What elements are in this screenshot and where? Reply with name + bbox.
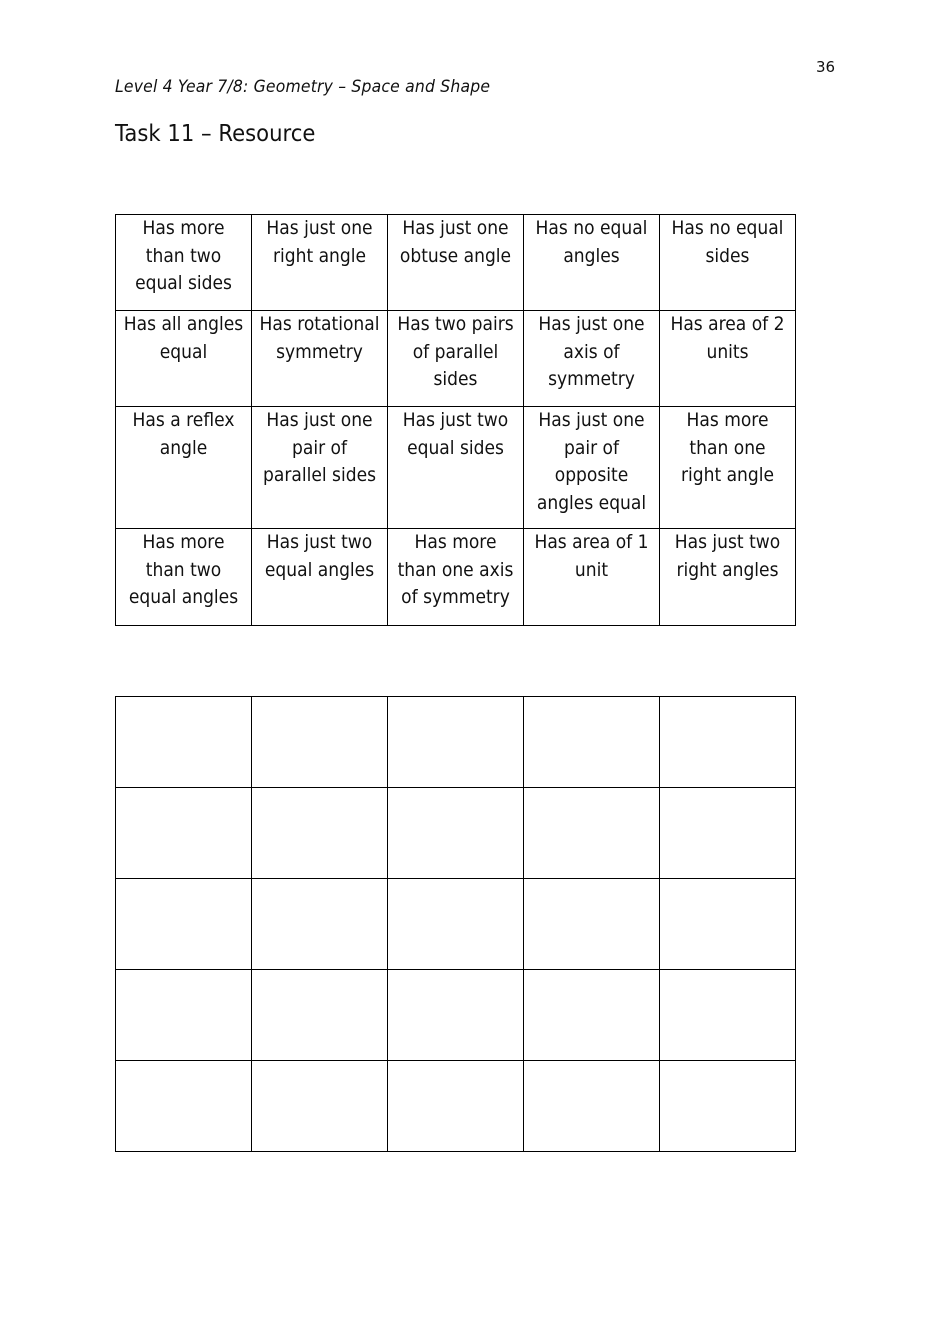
card-text: Has just one pair of parallel sides <box>262 409 377 486</box>
blank-cell <box>252 697 388 788</box>
blank-cell <box>116 1061 252 1152</box>
blank-cell <box>388 879 524 970</box>
card-text: Has all angles equal <box>123 313 244 363</box>
property-card <box>524 529 660 626</box>
blank-grid-table <box>115 696 796 1152</box>
table-row <box>116 788 796 879</box>
card-text: Has just two equal sides <box>402 409 509 459</box>
card-text: Has area of 1 unit <box>534 531 649 581</box>
card-text: Has a reflex angle <box>132 409 235 459</box>
card-text: Has no equal angles <box>535 217 648 267</box>
property-card <box>660 407 796 529</box>
property-card <box>252 311 388 407</box>
table-row <box>116 970 796 1061</box>
page-number: 36 <box>816 58 836 76</box>
blank-cell <box>116 788 252 879</box>
property-card <box>524 215 660 311</box>
card-text: Has just two equal angles <box>264 531 375 581</box>
page-title: Task 11 – Resource <box>115 121 316 147</box>
card-text: Has rotational symmetry <box>259 313 380 363</box>
property-cards-table <box>115 214 796 626</box>
card-text: Has just one right angle <box>266 217 373 267</box>
blank-cell <box>388 970 524 1061</box>
blank-cell <box>252 879 388 970</box>
table-row <box>116 529 796 626</box>
property-card <box>252 407 388 529</box>
blank-cell <box>660 788 796 879</box>
table-row <box>116 407 796 529</box>
blank-cell <box>116 879 252 970</box>
card-text: Has no equal sides <box>671 217 784 267</box>
blank-cell <box>116 697 252 788</box>
card-text: Has more than two equal angles <box>128 531 239 608</box>
property-card <box>252 215 388 311</box>
blank-cell <box>116 970 252 1061</box>
table-row <box>116 1061 796 1152</box>
property-card <box>388 215 524 311</box>
property-card <box>524 407 660 529</box>
property-card <box>252 529 388 626</box>
property-card <box>388 311 524 407</box>
blank-cell <box>524 970 660 1061</box>
property-card <box>660 311 796 407</box>
blank-cell <box>660 697 796 788</box>
card-text: Has more than one right angle <box>680 409 775 486</box>
blank-cell <box>252 970 388 1061</box>
blank-cell <box>660 970 796 1061</box>
card-text: Has two pairs of parallel sides <box>397 313 514 390</box>
property-card <box>116 311 252 407</box>
table-row <box>116 879 796 970</box>
property-card <box>116 529 252 626</box>
blank-cell <box>524 788 660 879</box>
table-row <box>116 215 796 311</box>
blank-cell <box>252 788 388 879</box>
blank-cell <box>252 1061 388 1152</box>
property-card <box>388 407 524 529</box>
card-text: Has just one axis of symmetry <box>538 313 645 390</box>
card-text: Has more than one axis of symmetry <box>397 531 514 608</box>
card-text: Has just one obtuse angle <box>399 217 512 267</box>
blank-cell <box>524 879 660 970</box>
property-card <box>116 407 252 529</box>
document-header: Level 4 Year 7/8: Geometry – Space and Shape <box>115 77 491 97</box>
card-text: Has area of 2 units <box>670 313 785 363</box>
table-row <box>116 311 796 407</box>
blank-cell <box>388 1061 524 1152</box>
card-text: Has more than two equal sides <box>135 217 232 294</box>
blank-cell <box>388 788 524 879</box>
property-card <box>388 529 524 626</box>
property-card <box>660 215 796 311</box>
property-card <box>116 215 252 311</box>
blank-cell <box>524 697 660 788</box>
blank-cell <box>388 697 524 788</box>
property-card <box>524 311 660 407</box>
property-card <box>660 529 796 626</box>
card-text: Has just one pair of opposite angles equal <box>536 409 647 514</box>
table-row <box>116 697 796 788</box>
blank-cell <box>660 1061 796 1152</box>
blank-cell <box>524 1061 660 1152</box>
blank-cell <box>660 879 796 970</box>
card-text: Has just two right angles <box>674 531 781 581</box>
